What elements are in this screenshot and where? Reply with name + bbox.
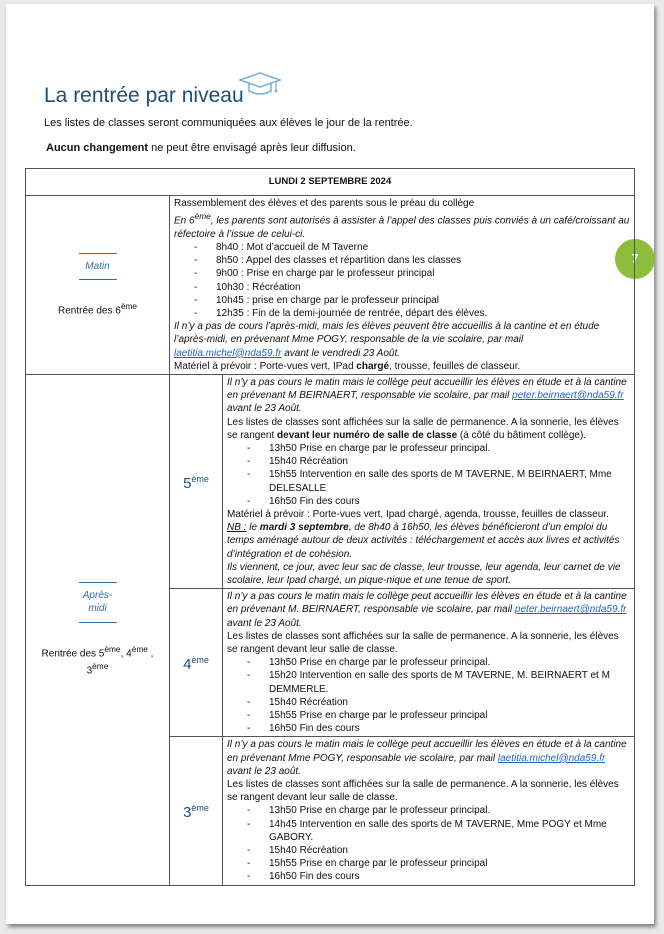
info-b: avant le 23 août. — [227, 765, 301, 777]
level-sup: ème — [191, 803, 209, 814]
list-item: - 14h45 Intervention en salle des sports de M TAVERNE, Mme POGY et Mme GABORY. — [247, 818, 630, 844]
rentree-sup: ème — [120, 300, 138, 311]
parents-info-b: , les parents sont autorisés à assister à l’appel des classes puis conviés à un café/croissant au réfectoire à l’issue de celui-ci. — [174, 215, 630, 240]
period-l1: Après- — [82, 590, 113, 602]
content-4eme — [223, 589, 635, 737]
list-item: - 15h40 Récréation — [247, 696, 630, 709]
schedule-table — [25, 168, 635, 886]
document-page — [6, 4, 654, 924]
nb-label: NB : — [227, 522, 247, 534]
info-b: avant le 23 Août. — [227, 617, 302, 629]
divider — [79, 582, 117, 583]
schedule-5eme — [227, 442, 630, 508]
sup: ème — [92, 661, 109, 672]
sep: , 3 — [86, 647, 154, 677]
parents-info-a: En 6 — [174, 215, 195, 227]
list-item: - 8h50 : Appel des classes et répartition dans les classes — [194, 254, 630, 267]
content-5eme — [223, 374, 635, 588]
content-3eme — [223, 737, 635, 885]
materiel-5eme: Matériel à prévoir : Porte-vues vert, Ipad chargé, agenda, trousse, feuilles de classeur. — [227, 509, 609, 520]
level-number: 3 — [183, 804, 192, 822]
info-5eme — [227, 376, 630, 416]
morning-content — [170, 196, 635, 375]
parents-info — [174, 210, 630, 241]
level-4eme — [170, 589, 223, 737]
list-item: - 16h50 Fin des cours — [247, 722, 630, 735]
rentree-5-4-3 — [30, 643, 165, 678]
page-number-badge: 7 — [615, 239, 655, 279]
sup: ème — [131, 643, 148, 654]
intro-warning — [46, 142, 356, 154]
list-item: - 15h55 Prise en charge par le professeur principal — [247, 857, 630, 870]
afternoon-info — [174, 320, 630, 360]
intro-warning-bold: Aucun changement — [46, 142, 149, 154]
email-link[interactable]: peter.beirnaert@nda59.fr — [512, 390, 624, 402]
list-item: - 13h50 Prise en charge par le professeur principal. — [247, 442, 630, 455]
materiel-bold: chargé — [356, 360, 390, 372]
list-item: - 8h40 : Mot d’accueil de M Taverne — [194, 241, 630, 254]
email-link[interactable]: laetitia.michel@nda59.fr — [174, 347, 282, 359]
list-item: - 10h30 : Récréation — [194, 281, 630, 294]
intro-warning-rest: ne peut être envisagé après leur diffusion. — [148, 142, 356, 154]
list-item: - 13h50 Prise en charge par le professeur principal. — [247, 656, 630, 669]
divider — [79, 622, 117, 623]
page-title: La rentrée par niveau — [44, 84, 244, 107]
materiel-b: , trousse, feuilles de classeur. — [389, 360, 521, 372]
schedule-3eme — [227, 804, 630, 883]
level-sup: ème — [191, 655, 209, 666]
nb-date: mardi 3 septembre — [259, 522, 349, 534]
list-item: - 15h40 Récréation — [247, 844, 630, 857]
level-3eme — [170, 737, 223, 885]
list-item: - 15h20 Intervention en salle des sports de M TAVERNE, M. BEIRNAERT et M DEMMERLE. — [247, 669, 630, 695]
morning-row — [26, 196, 635, 375]
sup: ème — [104, 643, 121, 654]
level-sup: ème — [191, 473, 209, 484]
divider — [79, 253, 117, 254]
intro-text: Les listes de classes seront communiquées aux élèves le jour de la rentrée. — [44, 117, 413, 129]
list-item: - 15h55 Prise en charge par le professeur principal — [247, 709, 630, 722]
info-a: Il n’y a pas cours le matin mais le collège peut accueillir les élèves en étude et à la cantine en prévenant Mme POGY, responsable vie scolaire, par mail — [227, 739, 627, 764]
level-5eme — [170, 374, 223, 588]
rentree-text: Rentrée des 6 — [57, 305, 121, 317]
list-item: - 9h00 : Prise en charge par le professeur principal — [194, 267, 630, 280]
lists-3eme: Les listes de classes sont affichées sur la salle de permanence. A la sonnerie, les élèves se rangent devant leur salle de classe. — [227, 779, 619, 804]
assembly-line: Rassemblement des élèves et des parents sous le préau du collège — [174, 198, 475, 209]
info-3eme — [227, 738, 630, 778]
schedule-4eme — [227, 656, 630, 735]
table-header: LUNDI 2 SEPTEMBRE 2024 — [26, 169, 635, 196]
list-item: - 15h40 Récréation — [247, 455, 630, 468]
nb-le: le — [246, 522, 260, 534]
list-item: - 16h50 Fin des cours — [247, 870, 630, 883]
info-a: Il n’y a pas cours le matin mais le collège peut accueillir les élèves en étude et à la cantine en prévenant M BEIRNAERT, responsable vie scolaire, par mail — [227, 376, 627, 402]
lists-bold: devant leur numéro de salle de classe — [277, 429, 458, 441]
list-item: - 16h50 Fin des cours — [247, 495, 630, 508]
level-number: 5 — [183, 474, 192, 492]
period-matin: Matin — [85, 260, 110, 272]
level-number: 4 — [183, 656, 192, 674]
parents-info-sup: ème — [194, 211, 211, 222]
lists-b: (à côté du bâtiment collège). — [457, 429, 587, 441]
list-item: - 13h50 Prise en charge par le professeur principal. — [247, 804, 630, 817]
materiel-a: Matériel à prévoir : Porte-vues vert, IPad — [174, 360, 357, 372]
sep: , 4 — [120, 647, 132, 659]
morning-schedule — [174, 241, 630, 320]
lists-4eme: Les listes de classes sont affichées sur la salle de permanence. A la sonnerie, les élèves se rangent devant leur salle de classe. — [227, 630, 619, 656]
afternoon-info-a: Il n’y a pas de cours l’après-midi, mais les élèves peuvent être accueillis à la cantine et en étude l’après-midi, en prévenant Mme POGY, responsable de la vie scolaire, par mail — [174, 321, 600, 346]
info-4eme — [227, 590, 630, 630]
divider — [79, 279, 117, 280]
materiel-line — [174, 360, 630, 373]
closing-5eme: Ils viennent, ce jour, avec leur sac de classe, leur trousse, leur agenda, leur carnet de vie scolaire, leur Ipad chargé, un pique-nique et une tenue de sport. — [227, 561, 621, 587]
lists-5eme — [227, 416, 630, 442]
info-a: Il n’y a pas cours le matin mais le collège peut accueillir les élèves en étude et à la cantine en prévenant M. BEIRNAERT, responsable vie scolaire, par mail — [227, 591, 627, 616]
graduation-cap-icon — [238, 70, 282, 100]
email-link[interactable]: laetitia.michel@nda59.fr — [497, 752, 606, 764]
afternoon-info-b: avant le vendredi 23 Août. — [281, 347, 401, 359]
afternoon-row-5eme — [26, 374, 635, 588]
period-apres-midi — [30, 589, 165, 615]
email-link[interactable]: peter.beirnaert@nda59.fr — [514, 604, 627, 616]
nb-rest: , de 8h40 à 16h50, les élèves bénéficieront d’un emploi du temps aménagé autour de deux activités : téléchargement et accès aux livres et activités d’intégration et de cohésion. — [227, 522, 620, 560]
list-item: - 15h55 Intervention en salle des sports de M TAVERNE, M BEIRNAERT, Mme DELESALLE — [247, 468, 630, 494]
period-l2: midi — [88, 603, 107, 615]
morning-label-cell — [26, 196, 170, 375]
lists-a: Les listes de classes sont affichées sur la salle de permanence. A la sonnerie, les élèves se rangent — [227, 416, 619, 441]
list-item: - 10h45 : prise en charge par le professeur principal — [194, 294, 630, 307]
afternoon-label-cell — [26, 374, 170, 885]
list-item: - 12h35 : Fin de la demi-journée de rentrée, départ des élèves. — [194, 307, 630, 320]
rentree-6eme — [30, 300, 165, 318]
nb-5eme — [227, 521, 630, 561]
rentree-text: Rentrée des 5 — [41, 647, 105, 659]
info-b: avant le 23 Août. — [227, 403, 302, 415]
